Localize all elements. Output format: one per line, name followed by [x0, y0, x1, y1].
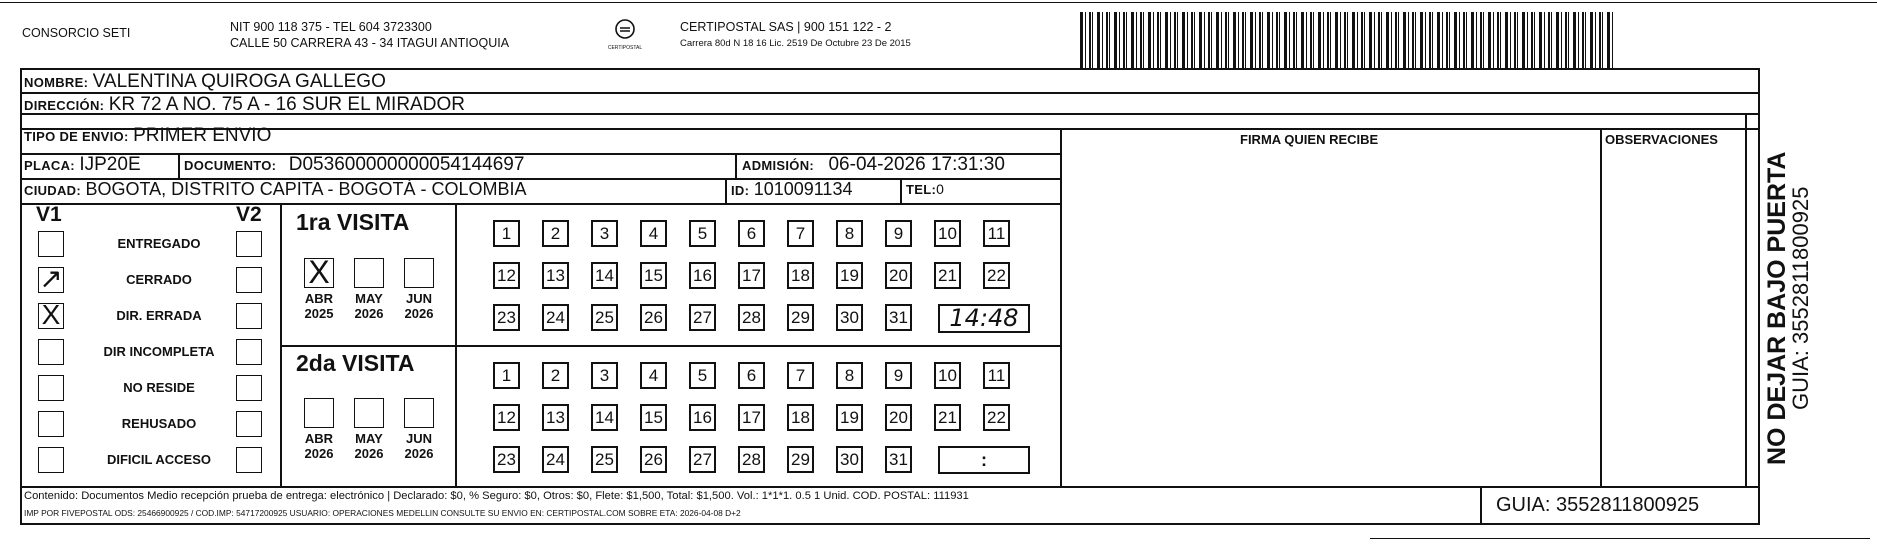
status-label: ENTREGADO: [117, 236, 201, 251]
no-dejar-bajo-puerta: NO DEJAR BAJO PUERTA: [1763, 151, 1791, 465]
imp-line: IMP POR FIVEPOSTAL ODS: 25466900925 / COD.IMP: 54717200925 USUARIO: OPERACIONES MEDELLIN CONSULTE SU ENVIO EN: CERTIPOSTAL.COM SOBRE ETA: 2026-04-08 D+2: [24, 508, 741, 518]
day-6[interactable]: 6: [738, 220, 765, 247]
first-visit-time: 14:48: [938, 304, 1030, 333]
nit-line-1: NIT 900 118 375 - TEL 604 3723300: [230, 20, 432, 34]
day-13[interactable]: 13: [542, 262, 569, 289]
day-24[interactable]: 24: [542, 304, 569, 331]
v1-checkbox[interactable]: [38, 231, 64, 257]
day-30[interactable]: 30: [836, 446, 863, 473]
placa-value: IJP20E: [79, 154, 141, 175]
day-22[interactable]: 22: [983, 262, 1010, 289]
v2-checkbox[interactable]: [236, 267, 262, 293]
second-visit-title: 2da VISITA: [296, 350, 415, 376]
day-10[interactable]: 10: [934, 362, 961, 389]
v2-checkbox[interactable]: [236, 303, 262, 329]
firma-label: FIRMA QUIEN RECIBE: [1240, 132, 1379, 147]
tel-label: TEL:: [906, 182, 937, 197]
certipostal-logo-icon: [614, 18, 636, 40]
tipo-label: TIPO DE ENVIO:: [24, 129, 129, 144]
barcode: [1080, 12, 1615, 68]
status-label: DIR INCOMPLETA: [103, 344, 215, 359]
day-28[interactable]: 28: [738, 446, 765, 473]
id-value: 1010091134: [753, 179, 853, 199]
day-12[interactable]: 12: [493, 404, 520, 431]
day-7[interactable]: 7: [787, 362, 814, 389]
top-rule: [0, 2, 1877, 3]
bottom-rule: [1370, 538, 1870, 539]
id-label: ID:: [731, 183, 750, 198]
day-18[interactable]: 18: [787, 404, 814, 431]
day-14[interactable]: 14: [591, 262, 618, 289]
certipostal-line-2: Carrera 80d N 18 16 Lic. 2519 De Octubre 23 De 2015: [680, 38, 911, 49]
day-24[interactable]: 24: [542, 446, 569, 473]
contenido-line: Contenido: Documentos Medio recepción prueba de entrega: electrónico | Declarado: $0, % Seguro: $0, Otros: $0, Flete: $1,500, Total: $1,500. Vol.: 1*1*1. 0.5 1 Unid. COD. POSTAL: 111931: [24, 490, 969, 502]
rule: [20, 203, 1060, 205]
direccion-label: DIRECCIÓN:: [24, 98, 105, 113]
documento-field: [184, 154, 524, 176]
tipo-value: PRIMER ENVIO: [133, 125, 272, 146]
v2-checkbox[interactable]: [236, 375, 262, 401]
day-3[interactable]: 3: [591, 362, 618, 389]
month-checkbox[interactable]: [404, 398, 434, 428]
documento-value: D053600000000054144697: [288, 154, 525, 175]
month-name: ABR: [304, 291, 334, 306]
rule: [1600, 128, 1602, 486]
admision-field: [742, 154, 1005, 176]
day-23[interactable]: 23: [493, 304, 520, 331]
day-10[interactable]: 10: [934, 220, 961, 247]
v1-checkbox[interactable]: X: [38, 303, 64, 329]
day-9[interactable]: 9: [885, 220, 912, 247]
day-16[interactable]: 16: [689, 404, 716, 431]
ciudad-label: CIUDAD:: [24, 183, 81, 198]
month-checkbox[interactable]: [354, 398, 384, 428]
tipo-field: [24, 125, 271, 147]
company-name: CONSORCIO SETI: [22, 26, 131, 40]
day-29[interactable]: 29: [787, 446, 814, 473]
month-checkbox[interactable]: [354, 258, 384, 288]
status-label: NO RESIDE: [123, 380, 195, 395]
day-5[interactable]: 5: [689, 220, 716, 247]
day-8[interactable]: 8: [836, 362, 863, 389]
second-visit-time: :: [938, 446, 1030, 474]
day-7[interactable]: 7: [787, 220, 814, 247]
status-label: REHUSADO: [121, 416, 197, 431]
day-29[interactable]: 29: [787, 304, 814, 331]
day-23[interactable]: 23: [493, 446, 520, 473]
rule: [900, 178, 902, 203]
nombre-label: NOMBRE:: [24, 75, 89, 90]
day-20[interactable]: 20: [885, 262, 912, 289]
day-26[interactable]: 26: [640, 446, 667, 473]
rule: [178, 153, 180, 178]
placa-label: PLACA:: [24, 158, 75, 173]
day-16[interactable]: 16: [689, 262, 716, 289]
day-30[interactable]: 30: [836, 304, 863, 331]
day-3[interactable]: 3: [591, 220, 618, 247]
v1-checkbox[interactable]: ↗: [39, 263, 63, 294]
day-9[interactable]: 9: [885, 362, 912, 389]
month-year: 2026: [304, 446, 334, 461]
day-17[interactable]: 17: [738, 404, 765, 431]
tel-field: [906, 181, 944, 199]
rule: [280, 203, 282, 486]
month-year: 2026: [404, 306, 434, 321]
rule: [20, 486, 1760, 488]
month-checkbox[interactable]: X: [304, 258, 334, 288]
day-20[interactable]: 20: [885, 404, 912, 431]
status-label: DIFICIL ACCESO: [106, 452, 211, 467]
day-6[interactable]: 6: [738, 362, 765, 389]
v1-checkbox[interactable]: [38, 411, 64, 437]
day-31[interactable]: 31: [885, 446, 912, 473]
v1-checkbox[interactable]: [38, 375, 64, 401]
day-11[interactable]: 11: [983, 362, 1010, 389]
day-21[interactable]: 21: [934, 262, 961, 289]
month-name: MAY: [355, 291, 383, 306]
day-25[interactable]: 25: [591, 446, 618, 473]
nit-line-2: CALLE 50 CARRERA 43 - 34 ITAGUI ANTIOQUIA: [230, 36, 510, 50]
day-15[interactable]: 15: [640, 404, 667, 431]
ciudad-value: BOGOTA, DISTRITO CAPITA - BOGOTÁ - COLOMBIA: [85, 179, 527, 199]
day-18[interactable]: 18: [787, 262, 814, 289]
month-name: ABR: [304, 431, 334, 446]
day-22[interactable]: 22: [983, 404, 1010, 431]
month-year: 2025: [304, 306, 334, 321]
admision-label: ADMISIÓN:: [742, 158, 815, 173]
month-name: MAY: [355, 431, 383, 446]
rule: [20, 128, 1760, 130]
day-19[interactable]: 19: [836, 404, 863, 431]
rule: [735, 153, 737, 178]
direccion-field: [24, 94, 465, 116]
day-4[interactable]: 4: [640, 362, 667, 389]
direccion-value: KR 72 A NO. 75 A - 16 SUR EL MIRADOR: [108, 94, 465, 115]
certipostal-line-1: CERTIPOSTAL SAS | 900 151 122 - 2: [680, 20, 892, 34]
id-field: [731, 179, 852, 200]
day-28[interactable]: 28: [738, 304, 765, 331]
status-label: CERRADO: [126, 272, 192, 287]
day-2[interactable]: 2: [542, 220, 569, 247]
tel-value: 0: [936, 181, 944, 197]
v1-checkbox[interactable]: [38, 339, 64, 365]
rule: [1480, 486, 1482, 525]
nombre-value: VALENTINA QUIROGA GALLEGO: [92, 71, 386, 92]
nombre-field: [24, 71, 386, 93]
side-guia: GUIA: 3552811800925: [1788, 186, 1813, 410]
observaciones-label: OBSERVACIONES: [1605, 132, 1718, 147]
day-17[interactable]: 17: [738, 262, 765, 289]
month-year: 2026: [354, 306, 384, 321]
rule: [1060, 128, 1062, 486]
day-31[interactable]: 31: [885, 304, 912, 331]
admision-value: 06-04-2026 17:31:30: [828, 154, 1005, 175]
v2-label: V2: [236, 203, 262, 226]
month-year: 2026: [404, 446, 434, 461]
day-14[interactable]: 14: [591, 404, 618, 431]
month-name: JUN: [405, 431, 432, 446]
rule: [725, 178, 727, 203]
day-15[interactable]: 15: [640, 262, 667, 289]
day-27[interactable]: 27: [689, 446, 716, 473]
v2-checkbox[interactable]: [236, 231, 262, 257]
day-11[interactable]: 11: [983, 220, 1010, 247]
month-year: 2026: [354, 446, 384, 461]
day-27[interactable]: 27: [689, 304, 716, 331]
month-checkbox[interactable]: [404, 258, 434, 288]
v2-checkbox[interactable]: [236, 447, 262, 473]
day-8[interactable]: 8: [836, 220, 863, 247]
day-25[interactable]: 25: [591, 304, 618, 331]
v1-label: V1: [36, 203, 62, 226]
documento-label: DOCUMENTO:: [184, 158, 277, 173]
rule: [455, 203, 457, 486]
certipostal-logo: [604, 18, 646, 51]
day-13[interactable]: 13: [542, 404, 569, 431]
day-1[interactable]: 1: [493, 220, 520, 247]
day-1[interactable]: 1: [493, 362, 520, 389]
day-2[interactable]: 2: [542, 362, 569, 389]
day-5[interactable]: 5: [689, 362, 716, 389]
day-19[interactable]: 19: [836, 262, 863, 289]
first-visit-title: 1ra VISITA: [296, 209, 410, 235]
month-checkbox[interactable]: [304, 398, 334, 428]
logo-text: CERTIPOSTAL: [607, 45, 643, 51]
day-21[interactable]: 21: [934, 404, 961, 431]
v2-checkbox[interactable]: [236, 339, 262, 365]
footer-guia: GUIA: 3552811800925: [1496, 494, 1700, 516]
day-4[interactable]: 4: [640, 220, 667, 247]
day-12[interactable]: 12: [493, 262, 520, 289]
rule: [280, 345, 1060, 347]
rule: [1745, 113, 1747, 486]
ciudad-field: [24, 179, 527, 200]
day-26[interactable]: 26: [640, 304, 667, 331]
placa-field: [24, 154, 141, 176]
v1-checkbox[interactable]: [38, 447, 64, 473]
status-label: DIR. ERRADA: [116, 308, 202, 323]
v2-checkbox[interactable]: [236, 411, 262, 437]
month-name: JUN: [405, 291, 432, 306]
